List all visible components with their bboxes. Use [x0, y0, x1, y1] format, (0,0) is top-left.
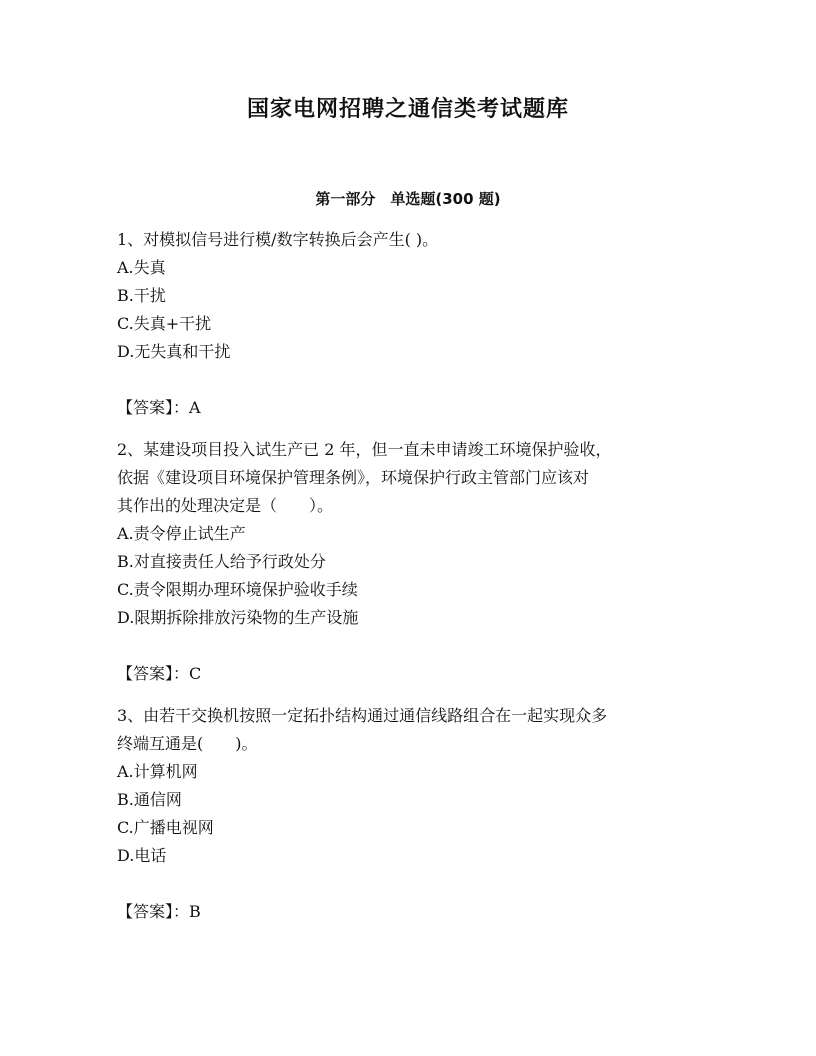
- question-2: [117, 436, 707, 688]
- answer-value: C: [189, 664, 202, 683]
- option-b: B.干扰: [117, 286, 166, 305]
- question-stem-line: 1、对模拟信号进行模/数字转换后会产生( )。: [117, 230, 439, 249]
- option-a: A.责令停止试生产: [117, 524, 246, 543]
- answer-line: [117, 660, 707, 688]
- option-b: B.对直接责任人给予行政处分: [117, 552, 326, 571]
- question-stem-line: 终端互通是( )。: [117, 734, 258, 753]
- question-stem-line: 其作出的处理决定是（ ）。: [117, 496, 334, 515]
- question-1: [117, 226, 707, 422]
- answer-label: 【答案】：: [117, 664, 190, 683]
- option-c: C.责令限期办理环境保护验收手续: [117, 580, 358, 599]
- answer-line: [117, 898, 707, 926]
- option-a: A.失真: [117, 258, 166, 277]
- answer-label: 【答案】：: [117, 398, 190, 417]
- option-d: D.电话: [117, 846, 167, 865]
- option-c: C.广播电视网: [117, 818, 214, 837]
- answer-label: 【答案】：: [117, 902, 190, 921]
- question-3: [117, 702, 707, 926]
- option-a: A.计算机网: [117, 762, 198, 781]
- section-heading: 第一部分 单选题(300 题): [315, 190, 501, 208]
- answer-value: A: [189, 398, 201, 417]
- answer-line: [117, 394, 707, 422]
- page-title: 国家电网招聘之通信类考试题库: [246, 97, 569, 122]
- option-c: C.失真+干扰: [117, 314, 212, 333]
- question-list: [117, 226, 707, 940]
- answer-value: B: [189, 902, 201, 921]
- option-b: B.通信网: [117, 790, 182, 809]
- question-stem-line: 3、由若干交换机按照一定拓扑结构通过通信线路组合在一起实现众多: [117, 706, 608, 725]
- question-stem-line: 依据《建设项目环境保护管理条例》，环境保护行政主管部门应该对: [117, 468, 590, 487]
- option-d: D.无失真和干扰: [117, 342, 231, 361]
- option-d: D.限期拆除排放污染物的生产设施: [117, 608, 359, 627]
- question-stem-line: 2、某建设项目投入试生产已 2 年，但一直未申请竣工环境保护验收，: [117, 440, 612, 459]
